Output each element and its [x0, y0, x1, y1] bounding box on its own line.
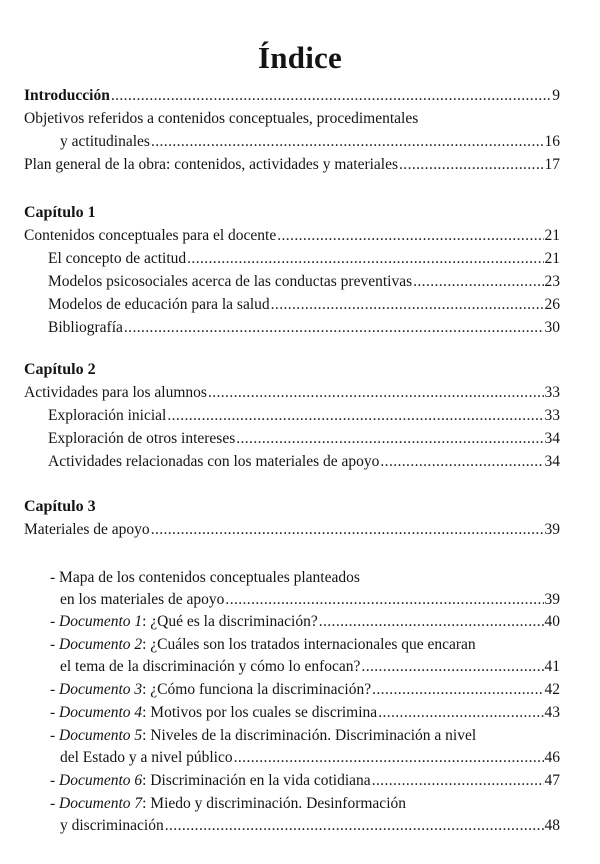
- toc-page-number: 39: [544, 521, 560, 538]
- list-dash: -: [50, 727, 60, 744]
- document-label: Documento 4: [59, 704, 143, 721]
- toc-entry: [48, 249, 560, 269]
- leader-dots: [413, 272, 543, 292]
- document-title: : Motivos por los cuales se discrimina: [142, 704, 378, 721]
- toc-entry: [48, 452, 560, 472]
- toc-entry-text: Bibliografía: [48, 319, 123, 336]
- toc-entry: [48, 318, 560, 338]
- toc-entry-mapa: [60, 590, 560, 610]
- toc-entry-documento-7-line1: [50, 794, 406, 814]
- toc-entry-text: en los materiales de apoyo: [60, 591, 225, 608]
- leader-dots: [167, 406, 543, 426]
- leader-dots: [151, 132, 544, 152]
- toc-entry-text: y actitudinales: [60, 133, 150, 150]
- leader-dots: [319, 612, 544, 632]
- toc-page-number: 33: [544, 384, 560, 401]
- toc-entry-objetivos: [60, 132, 560, 152]
- toc-entry-plan: [24, 155, 560, 175]
- toc-entry: [48, 429, 560, 449]
- leader-dots: [234, 748, 544, 768]
- toc-page-number: 30: [544, 319, 560, 336]
- toc-entry: [48, 272, 560, 292]
- toc-entry-text: El concepto de actitud: [48, 250, 187, 267]
- toc-entry-text: [50, 703, 377, 723]
- leader-dots: [378, 703, 543, 723]
- toc-page-number: 33: [544, 407, 560, 424]
- toc-entry-text: [50, 680, 371, 700]
- toc-entry-text: Introducción: [24, 87, 110, 104]
- toc-page-number: 34: [544, 453, 560, 470]
- list-dash: -: [50, 795, 60, 812]
- toc-entry-text: [50, 771, 371, 791]
- list-dash: -: [50, 636, 60, 653]
- toc-entry-introduccion: [24, 86, 560, 106]
- leader-dots: [187, 249, 543, 269]
- toc-page-number: 16: [544, 133, 560, 150]
- leader-dots: [372, 771, 544, 791]
- toc-entry-documento-2-line1: [50, 635, 476, 655]
- toc-entry-text: Exploración de otros intereses: [48, 430, 236, 447]
- leader-dots: [236, 429, 543, 449]
- document-label: Documento 6: [59, 772, 143, 789]
- toc-page-number: 39: [544, 591, 560, 608]
- chapter-heading-2: Capítulo 2: [24, 361, 96, 378]
- toc-entry-text: Actividades para los alumnos: [24, 384, 207, 401]
- document-title: : ¿Cómo funciona la discriminación?: [142, 681, 372, 698]
- toc-entry-text: el tema de la discriminación y cómo lo enfocan?: [60, 658, 361, 675]
- chapter-heading-1: Capítulo 1: [24, 204, 96, 221]
- toc-entry: [48, 406, 560, 426]
- document-title: : Niveles de la discriminación. Discriminación a nivel: [142, 727, 477, 744]
- toc-entry-text: Contenidos conceptuales para el docente: [24, 227, 277, 244]
- document-title: : Discriminación en la vida cotidiana: [142, 772, 371, 789]
- leader-dots: [151, 520, 544, 540]
- toc-page-number: 21: [544, 250, 560, 267]
- toc-entry-documento-6: [50, 771, 560, 791]
- leader-dots: [380, 452, 543, 472]
- leader-dots: [277, 226, 543, 246]
- list-dash: -: [50, 704, 60, 721]
- document-label: Documento 7: [59, 795, 143, 812]
- toc-entry-documento-1: [50, 612, 560, 632]
- toc-entry-documento-3: [50, 680, 560, 700]
- toc-entry-documento-5-line1: [50, 726, 476, 746]
- toc-entry: [24, 383, 560, 403]
- toc-entry-text: Modelos de educación para la salud: [48, 296, 270, 313]
- toc-page-number: 21: [544, 227, 560, 244]
- toc-entry: [24, 226, 560, 246]
- chapter-heading-3: Capítulo 3: [24, 498, 96, 515]
- leader-dots: [165, 816, 544, 836]
- toc-page-number: 40: [544, 613, 560, 630]
- toc-page-number: 23: [544, 273, 560, 290]
- toc-entry: [48, 295, 560, 315]
- list-dash: -: [50, 772, 60, 789]
- toc-entry-text: Materiales de apoyo: [24, 521, 150, 538]
- list-dash: -: [50, 613, 60, 630]
- toc-entry-documento-7: [60, 816, 560, 836]
- toc-entry-text: [50, 612, 318, 632]
- toc-entry-materiales: [24, 520, 560, 540]
- toc-entry-documento-2: [60, 657, 560, 677]
- leader-dots: [372, 680, 543, 700]
- toc-entry-text: Actividades relacionadas con los materiales de apoyo: [48, 453, 380, 470]
- toc-entry-documento-4: [50, 703, 560, 723]
- list-dash: -: [50, 681, 60, 698]
- leader-dots: [361, 657, 543, 677]
- toc-page-number: 47: [544, 772, 560, 789]
- toc-entry-text: del Estado y a nivel público: [60, 749, 233, 766]
- leader-dots: [124, 318, 544, 338]
- toc-entry-text: Plan general de la obra: contenidos, actividades y materiales: [24, 156, 399, 173]
- leader-dots: [271, 295, 544, 315]
- document-title: : ¿Qué es la discriminación?: [142, 613, 318, 630]
- toc-page-number: 46: [544, 749, 560, 766]
- toc-page-number: 9: [552, 87, 560, 104]
- leader-dots: [208, 383, 544, 403]
- leader-dots: [399, 155, 543, 175]
- document-title: : ¿Cuáles son los tratados internacionales que encaran: [142, 636, 476, 653]
- page-title: Índice: [258, 40, 342, 75]
- toc-entry-mapa-line1: - Mapa de los contenidos conceptuales planteados: [50, 569, 360, 586]
- document-label: Documento 1: [59, 613, 143, 630]
- toc-page-number: 41: [544, 658, 560, 675]
- toc-entry-text: Modelos psicosociales acerca de las conductas preventivas: [48, 273, 413, 290]
- toc-page-number: 34: [544, 430, 560, 447]
- document-label: Documento 3: [59, 681, 143, 698]
- toc-entry-text: Exploración inicial: [48, 407, 167, 424]
- leader-dots: [111, 86, 551, 106]
- toc-entry-text: y discriminación: [60, 817, 164, 834]
- document-label: Documento 2: [59, 636, 143, 653]
- leader-dots: [225, 590, 543, 610]
- document-title: : Miedo y discriminación. Desinformación: [142, 795, 406, 812]
- toc-page-number: 48: [544, 817, 560, 834]
- toc-page-number: 43: [544, 704, 560, 721]
- document-label: Documento 5: [59, 727, 143, 744]
- toc-page-number: 26: [544, 296, 560, 313]
- toc-entry-documento-5: [60, 748, 560, 768]
- toc-page-number: 17: [544, 156, 560, 173]
- toc-entry-objetivos-line1: Objetivos referidos a contenidos conceptuales, procedimentales: [24, 110, 419, 127]
- toc-page-number: 42: [544, 681, 560, 698]
